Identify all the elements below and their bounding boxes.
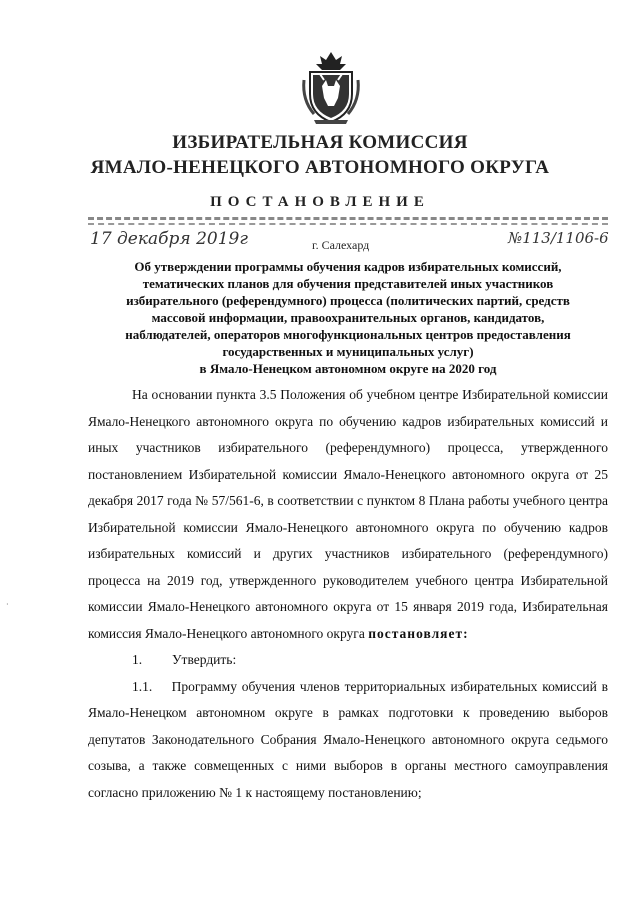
subject-line: наблюдателей, операторов многофункциональных центров предоставления <box>125 327 571 342</box>
item-1-1 <box>88 674 608 807</box>
document-city: г. Салехард <box>312 238 370 252</box>
item-1-text: Утвердить: <box>172 652 237 667</box>
header-divider-secondary <box>88 223 608 225</box>
subject-line: тематических планов для обучения представителей иных участников <box>142 276 554 291</box>
item-1-1-number: 1.1. <box>132 678 153 694</box>
coat-of-arms-icon <box>300 50 362 126</box>
item-1-1-text: Программу обучения членов территориальных избирательных комиссий в Ямало-Ненецком автономном округе в рамках подготовки к проведению выборов депутатов Законодательного Собрания Ямало-Ненецкого автономного округа седьмого созыва, а также совмещенных с ними выборов в органы местного самоуправления согласно приложению № 1 к настоящему постановлению; <box>88 678 609 800</box>
preamble-paragraph <box>88 382 608 647</box>
organization-name-line2: ЯМАЛО-НЕНЕЦКОГО АВТОНОМНОГО ОКРУГА <box>90 157 550 178</box>
resolves-word: постановляет: <box>368 625 469 641</box>
subject-line: Об утверждении программы обучения кадров избирательных комиссий, <box>134 259 562 274</box>
organization-name-line1: ИЗБИРАТЕЛЬНАЯ КОМИССИЯ <box>172 132 468 153</box>
subject-line: массовой информации, правоохранительных органов, кандидатов, <box>151 310 545 325</box>
subject-line: избирательного (референдумного) процесса (политических партий, средств <box>126 293 570 308</box>
header-divider <box>88 217 608 220</box>
document-subject <box>88 258 608 377</box>
scan-margin-mark: · <box>6 600 9 609</box>
document-type: ПОСТАНОВЛЕНИЕ <box>210 194 430 210</box>
subject-line: в Ямало-Ненецком автономном округе на 2020 год <box>199 361 497 376</box>
document-number: №113/1106-6 <box>508 229 609 247</box>
document-date: 17 декабря 2019г <box>90 229 248 249</box>
preamble-text: На основании пункта 3.5 Положения об учебном центре Избирательной комиссии Ямало-Ненецкого автономного округа по обучению кадров избирательных комиссий и иных участников избирательного (референдумного) процесса, утвержденного постановлением Избирательной комиссии Ямало-Ненецкого автономного округа от 25 декабря 2017 года № 57/561-6, в соответствии с пунктом 8 Плана работы учебного центра Избирательной комиссии Ямало-Ненецкого автономного округа по обучению кадров избирательных комиссий и других участников избирательного (референдумного) процесса на 2019 год, утвержденного руководителем учебного центра Избирательной комиссии Ямало-Ненецкого автономного округа от 15 января 2019 года, Избирательная комиссия Ямало-Ненецкого автономного округа <box>88 387 608 641</box>
document-body <box>88 382 608 806</box>
item-1-number: 1. <box>132 652 143 667</box>
item-1 <box>88 647 608 674</box>
subject-line: государственных и муниципальных услуг) <box>222 344 474 359</box>
